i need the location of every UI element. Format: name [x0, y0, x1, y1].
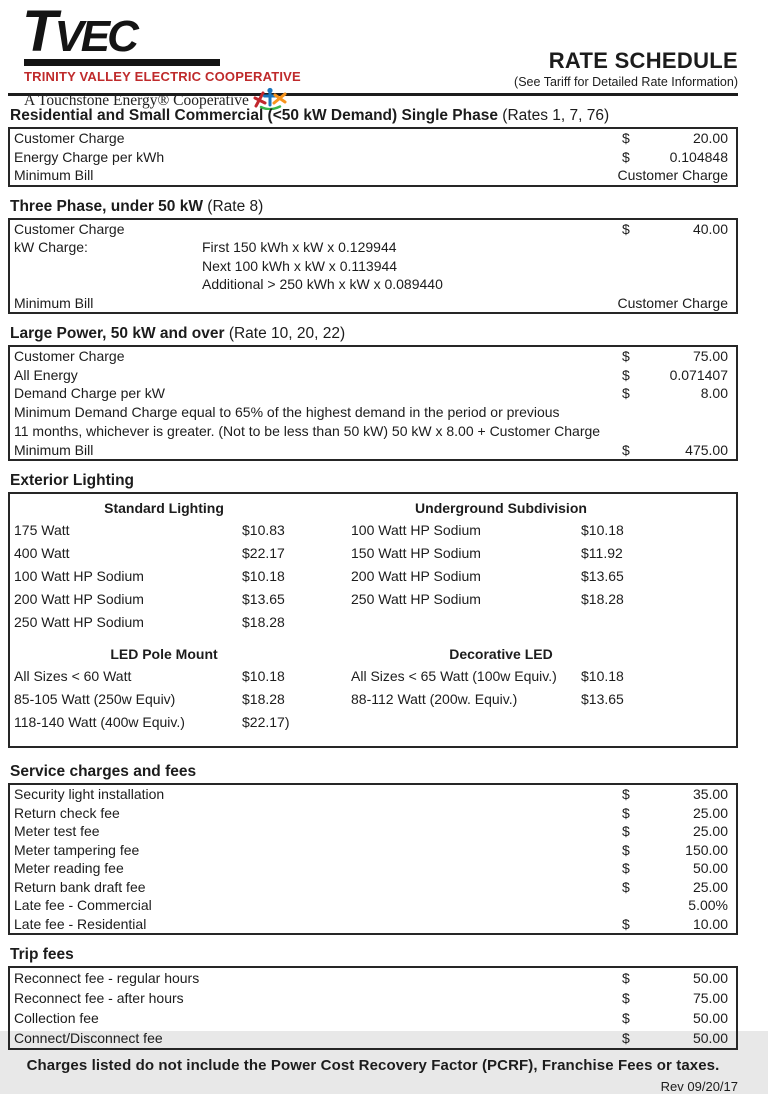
lighting-price: $18.28: [581, 591, 624, 607]
dollar-sign: $: [622, 148, 630, 165]
dollar-sign: $: [622, 220, 630, 237]
table-row: [10, 220, 736, 239]
tvec-wordmark: [22, 0, 301, 64]
tvec-rest: VEC: [54, 12, 136, 61]
title-block: [514, 5, 738, 90]
lighting-price: $10.18: [581, 522, 624, 538]
tvec-logo: [8, 0, 301, 109]
exterior-lighting-table: [8, 492, 738, 748]
row-label: Collection fee: [14, 1010, 99, 1026]
lighting-row: [14, 519, 342, 542]
subtable-title: LED Pole Mount: [110, 646, 218, 662]
lighting-row: [351, 688, 736, 711]
tagline-text: A Touchstone Energy® Cooperative: [24, 91, 249, 109]
lighting-price: $10.83: [242, 522, 285, 538]
section-heading-service-charges: Service charges and fees: [10, 763, 197, 780]
row-amount: Customer Charge: [617, 167, 728, 183]
row-label: Energy Charge per kWh: [14, 148, 165, 165]
service-charges-table: [8, 783, 738, 935]
table-row: [10, 859, 736, 878]
subtable-title: Standard Lighting: [104, 500, 224, 516]
table-row: [10, 129, 736, 148]
trip-fees-table: [8, 966, 738, 1050]
lighting-label: 150 Watt HP Sodium: [351, 545, 481, 561]
heading-normal: (Rate 10, 20, 22): [228, 325, 346, 342]
row-label: Late fee - Residential: [14, 915, 147, 932]
row-label: Meter tampering fee: [14, 841, 140, 858]
table-row: [10, 384, 736, 403]
table-row: [10, 294, 736, 313]
table-row: [10, 896, 736, 915]
dollar-sign: $: [622, 348, 630, 364]
heading-normal: (Rate 8): [207, 197, 264, 215]
pcrf-disclaimer: Charges listed do not include the Power Cost Recovery Factor (PCRF), Franchise Fees or taxes.: [26, 1057, 720, 1074]
lighting-label: 100 Watt HP Sodium: [14, 568, 144, 584]
row-label: Meter test fee: [14, 823, 100, 839]
table-row: [10, 804, 736, 823]
page-title: RATE SCHEDULE: [548, 48, 738, 73]
row-amount: 25.00: [692, 823, 728, 839]
subtable-title: Decorative LED: [449, 646, 553, 662]
lighting-label: 118-140 Watt (400w Equiv.): [14, 714, 185, 730]
table-note-row: 11 months, whichever is greater. (Not to be less than 50 kW) 50 kW x 8.00 + Customer Charge: [14, 422, 601, 439]
row-label: Late fee - Commercial: [14, 897, 152, 913]
row-label: Meter reading fee: [14, 860, 124, 876]
row-label: kW Charge:: [14, 239, 88, 255]
row-amount: 75.00: [692, 990, 728, 1006]
dollar-sign: $: [622, 970, 630, 986]
lighting-label: 200 Watt HP Sodium: [351, 568, 481, 584]
dollar-sign: $: [622, 786, 630, 802]
table-row: [10, 166, 736, 185]
table-row: [10, 441, 736, 460]
lighting-price: $10.18: [581, 668, 624, 684]
dollar-sign: $: [622, 990, 630, 1006]
heading-normal: (Rates 1, 7, 76): [502, 107, 610, 124]
led-pole-mount-block: [14, 643, 342, 734]
row-label: Security light installation: [14, 786, 165, 802]
row-amount: 25.00: [692, 878, 728, 895]
dollar-sign: $: [622, 366, 630, 383]
row-amount: 5.00%: [688, 897, 728, 913]
table-row: [10, 822, 736, 841]
row-amount: 10.00: [692, 915, 728, 932]
decorative-led-block: [342, 643, 736, 734]
lighting-row: [14, 565, 342, 588]
three-phase-rate-table: [8, 218, 738, 315]
row-amount: 40.00: [692, 220, 728, 237]
dollar-sign: $: [622, 878, 630, 895]
lighting-row: [14, 665, 342, 688]
dollar-sign: $: [622, 1010, 630, 1026]
lighting-label: 400 Watt: [14, 545, 70, 561]
exterior-lighting-grid: [14, 497, 736, 734]
standard-lighting-block: [14, 497, 342, 634]
lighting-label: 85-105 Watt (250w Equiv): [14, 691, 176, 707]
row-amount: 35.00: [692, 786, 728, 802]
heading-bold: Residential and Small Commercial (<50 kW Demand) Single Phase: [10, 107, 498, 124]
row-amount: 50.00: [692, 1010, 728, 1026]
row-formula: Additional > 250 kWh x kW x 0.089440: [202, 276, 443, 292]
lighting-row: [351, 519, 736, 542]
row-label: Reconnect fee - after hours: [14, 990, 184, 1006]
row-amount: 50.00: [692, 970, 728, 986]
table-row: [10, 257, 736, 276]
page-subtitle: (See Tariff for Detailed Rate Information): [514, 75, 738, 89]
lighting-label: 100 Watt HP Sodium: [351, 522, 481, 538]
lighting-label: All Sizes < 60 Watt: [14, 668, 132, 684]
table-row: [10, 1008, 736, 1028]
row-label: Customer Charge: [14, 130, 125, 146]
dollar-sign: $: [622, 841, 630, 858]
dollar-sign: $: [622, 915, 630, 932]
dollar-sign: $: [622, 385, 630, 401]
section-heading-large-power: [10, 325, 738, 343]
table-row: [10, 366, 736, 385]
lighting-price: $18.28: [242, 614, 285, 630]
table-note-row: Minimum Demand Charge equal to 65% of the highest demand in the period or previous: [14, 403, 560, 420]
heading-bold: Large Power, 50 kW and over: [10, 325, 225, 342]
table-row: [10, 785, 736, 804]
lighting-price: $22.17): [242, 714, 290, 730]
row-amount: 8.00: [700, 385, 728, 401]
lighting-row: [351, 588, 736, 611]
dollar-sign: $: [622, 130, 630, 146]
lighting-label: All Sizes < 65 Watt (100w Equiv.): [351, 668, 557, 684]
table-row: [10, 275, 736, 294]
row-amount: 0.104848: [669, 148, 728, 165]
heading-bold: Three Phase, under 50 kW: [10, 197, 203, 215]
lighting-label: 200 Watt HP Sodium: [14, 591, 144, 607]
row-label: Minimum Bill: [14, 167, 94, 183]
section-heading-residential: [10, 107, 738, 125]
residential-rate-table: [8, 127, 738, 187]
lighting-label: 250 Watt HP Sodium: [14, 614, 144, 630]
section-heading-three-phase: [10, 198, 738, 216]
row-label: Minimum Bill: [14, 441, 94, 458]
row-amount: 50.00: [692, 1030, 728, 1046]
table-row: [10, 841, 736, 860]
large-power-rate-table: [8, 345, 738, 461]
row-amount: Customer Charge: [617, 294, 728, 311]
row-formula: Next 100 kWh x kW x 0.113944: [202, 257, 398, 274]
row-label: Customer Charge: [14, 220, 125, 237]
dollar-sign: $: [622, 1030, 630, 1046]
lighting-price: $22.17: [242, 545, 285, 561]
tvec-initial: T: [22, 0, 55, 64]
row-amount: 150.00: [685, 841, 728, 858]
table-row: [10, 347, 736, 366]
row-label: Reconnect fee - regular hours: [14, 970, 200, 986]
lighting-price: $13.65: [581, 568, 624, 584]
table-row: [10, 915, 736, 934]
lighting-row: [14, 588, 342, 611]
table-row: [10, 988, 736, 1008]
row-label: Demand Charge per kW: [14, 385, 165, 401]
row-label: Return bank draft fee: [14, 878, 146, 895]
lighting-row: [351, 665, 736, 688]
lighting-label: 250 Watt HP Sodium: [351, 591, 481, 607]
lighting-row: [351, 565, 736, 588]
row-label: Customer Charge: [14, 348, 125, 364]
row-formula: First 150 kWh x kW x 0.129944: [202, 239, 397, 255]
lighting-row: [14, 711, 342, 734]
row-label: All Energy: [14, 366, 78, 383]
section-heading-exterior-lighting: Exterior Lighting: [10, 472, 134, 489]
row-label: Minimum Bill: [14, 294, 94, 311]
lighting-label: 175 Watt: [14, 522, 70, 538]
row-amount: 20.00: [692, 130, 728, 146]
table-row: [10, 968, 736, 988]
row-amount: 0.071407: [669, 366, 728, 383]
dollar-sign: $: [622, 804, 630, 821]
page-header: [8, 0, 738, 109]
lighting-row: [14, 542, 342, 565]
lighting-price: $10.18: [242, 668, 285, 684]
lighting-row: [351, 542, 736, 565]
lighting-price: $10.18: [242, 568, 285, 584]
row-amount: 75.00: [692, 348, 728, 364]
row-label: Connect/Disconnect fee: [14, 1030, 163, 1046]
dollar-sign: $: [622, 441, 630, 458]
table-row: [10, 1028, 736, 1048]
underground-subdivision-block: [342, 497, 736, 634]
table-row: [10, 238, 736, 257]
lighting-row: [14, 611, 342, 634]
lighting-price: $18.28: [242, 691, 285, 707]
lighting-price: $11.92: [581, 545, 623, 561]
lighting-price: $13.65: [242, 591, 285, 607]
row-amount: 50.00: [692, 860, 728, 876]
table-row: [10, 878, 736, 897]
cooperative-name: TRINITY VALLEY ELECTRIC COOPERATIVE: [24, 69, 301, 85]
section-heading-trip-fees: Trip fees: [10, 946, 74, 963]
row-amount: 475.00: [685, 441, 728, 458]
lighting-row: [14, 688, 342, 711]
subtable-title: Underground Subdivision: [415, 500, 587, 516]
row-label: Return check fee: [14, 804, 120, 821]
table-row: [10, 148, 736, 167]
revision-date: Rev 09/20/17: [660, 1079, 738, 1094]
dollar-sign: $: [622, 823, 630, 839]
lighting-price: $13.65: [581, 691, 624, 707]
lighting-label: 88-112 Watt (200w. Equiv.): [351, 691, 518, 707]
row-amount: 25.00: [692, 804, 728, 821]
dollar-sign: $: [622, 860, 630, 876]
